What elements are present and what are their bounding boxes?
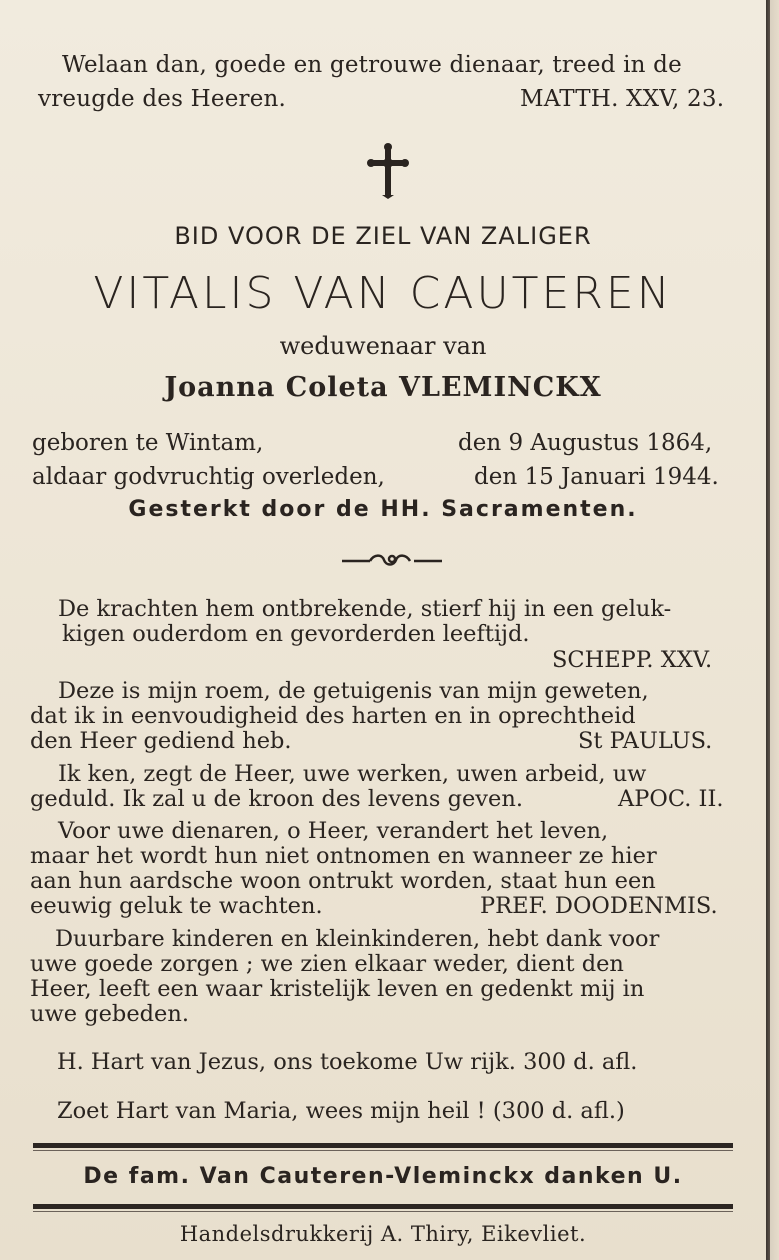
passage1-line2: kigen ouderdom en gevorderden leeftijd. [62,621,530,647]
birth-place: geboren te Wintam, [32,430,264,456]
passage4-line2: maar het wordt hun niet ontnomen en wanneer ze hier [30,843,657,869]
intro-text: BID VOOR DE ZIEL VAN ZALIGER [174,222,592,250]
passage4-line3: aan hun aardsche woon ontrukt worden, staat hun een [30,868,656,894]
divider-bottom [33,1204,733,1209]
passage1-reference: SCHEPP. XXV. [552,647,713,673]
passage5-line1: Duurbare kinderen en kleinkinderen, hebt dank voor [55,926,660,952]
passage5-line2: uwe goede zorgen ; we zien elkaar weder, dient den [30,951,624,977]
relation-text: weduwenaar van [279,332,487,360]
passage2-line2: dat ik in eenvoudigheid des harten en in oprechtheid [30,703,636,729]
printer-credit: Handelsdrukkerij A. Thiry, Eikevliet. [179,1222,587,1246]
death-place: aldaar godvruchtig overleden, [32,464,385,490]
passage3-line2: geduld. Ik zal u de kroon des levens geven. [30,786,523,812]
header-verse-reference: MATTH. XXV, 23. [520,86,725,112]
passage3-line1: Ik ken, zegt de Heer, uwe werken, uwen arbeid, uw [58,761,647,787]
prayer-heart-of-mary: Zoet Hart van Maria, wees mijn heil ! (300 d. afl.) [57,1098,625,1124]
passage2-line1: Deze is mijn roem, de getuigenis van mijn geweten, [58,678,649,704]
birth-date: den 9 Augustus 1864, [458,430,713,456]
passage2-line3: den Heer gediend heb. [30,728,292,754]
header-verse-line2: vreugde des Heeren. [38,86,287,112]
prayer-sacred-heart: H. Hart van Jezus, ons toekome Uw rijk. 300 d. afl. [57,1049,638,1075]
passage4-reference: PREF. DOODENMIS. [480,893,718,919]
passage3-reference: APOC. II. [618,786,724,812]
death-date: den 15 Januari 1944. [474,464,719,490]
passage2-reference: St PAULUS. [578,728,713,754]
passage4-line4: eeuwig geluk te wachten. [30,893,323,919]
header-verse-line1: Welaan dan, goede en getrouwe dienaar, treed in de [62,52,682,78]
family-thanks: De fam. Van Cauteren-Vleminckx danken U. [83,1164,683,1189]
scroll-ornament-icon [340,550,444,570]
passage1-line1: De krachten hem ontbrekende, stierf hij in een geluk- [58,596,672,622]
sacraments-text: Gesterkt door de HH. Sacramenten. [128,497,638,522]
ornate-cross-icon [366,143,410,199]
divider-top [33,1143,733,1148]
passage4-line1: Voor uwe dienaren, o Heer, verandert het leven, [58,818,609,844]
card-edge [766,0,779,1260]
deceased-name: VITALIS VAN CAUTEREN [93,268,673,319]
passage5-line4: uwe gebeden. [30,1001,190,1027]
passage5-line3: Heer, leeft een waar kristelijk leven en gedenkt mij in [30,976,645,1002]
spouse-name: Joanna Coleta VLEMINCKX [164,372,602,403]
